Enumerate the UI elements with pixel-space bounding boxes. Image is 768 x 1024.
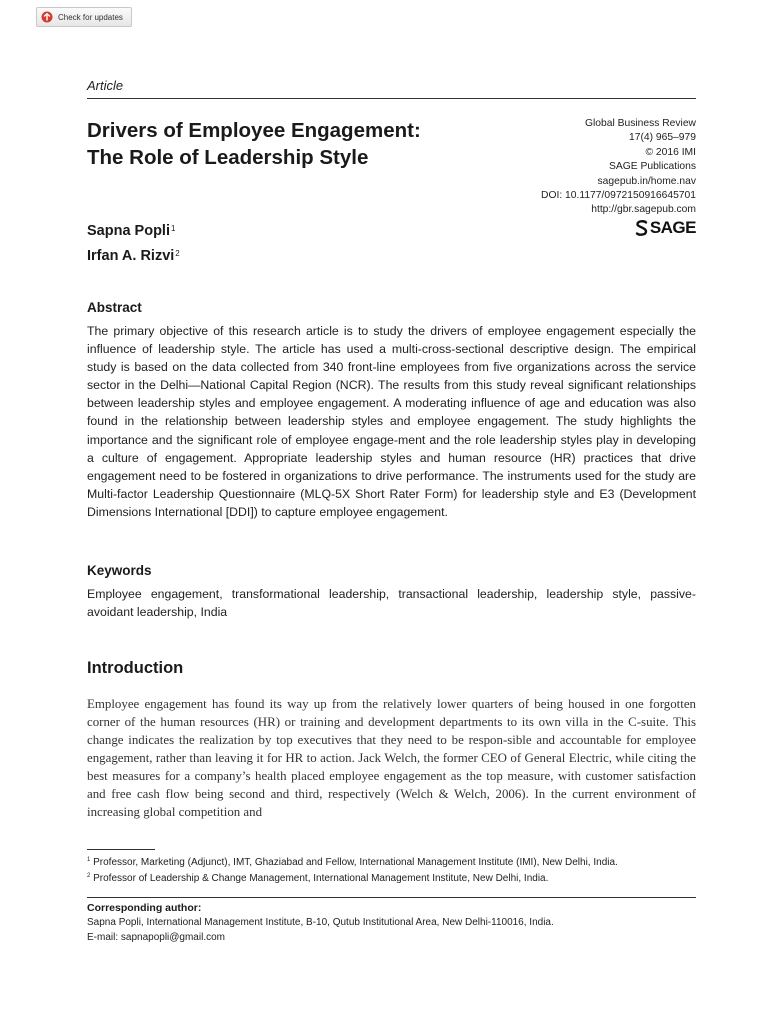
footnote-1-mark: 1 bbox=[87, 857, 91, 863]
doi-link[interactable]: DOI: 10.1177/0972150916645701 bbox=[541, 190, 696, 202]
article-type-label: Article bbox=[87, 78, 124, 93]
keywords-text: Employee engagement, transformational leadership, transactional leadership, leadership style, passive-avoidant leadership, India bbox=[87, 587, 696, 619]
abstract-text: The primary objective of this research article is to study the drivers of employee engagement especially the influence of leadership style. The article has used a multi-cross-sectional descriptive design. The empirical study is based on the data collected from 340 front-line employees from five organizations across the service sector in the Delhi—National Capital Region (NCR). The results from this study reveal significant relationships between leadership styles and employee engagement. A moderating influence of age and education was also found in the relationship between leadership styles and employee engagement. The study highlights the importance and the significant role of employee engage-ment and the role leadership styles play in developing a culture of engagement. Appropriate leadership styles and human resource (HR) practices that drive engagement need to be fostered in organizations to drive performance. The instruments used for the study are Multi-factor Leadership Questionnaire (MLQ-5X Short Rater Form) for leadership style and E3 (Development Dimensions International [DDI]) to capture employee engagement. bbox=[87, 324, 696, 519]
header-divider bbox=[87, 98, 696, 99]
footnote-1 bbox=[87, 857, 618, 868]
journal-copyright: © 2016 IMI bbox=[645, 146, 696, 158]
author-2 bbox=[87, 248, 180, 264]
corresponding-author-heading: Corresponding author: bbox=[87, 902, 202, 914]
introduction-heading: Introduction bbox=[87, 659, 184, 677]
corresponding-email[interactable]: E-mail: sapnapopli@gmail.com bbox=[87, 932, 225, 943]
journal-volume: 17(4) 965–979 bbox=[629, 132, 696, 144]
author-1-name: Sapna Popli bbox=[87, 223, 170, 239]
sage-logo-text: SAGE bbox=[649, 218, 696, 237]
sage-logo bbox=[634, 218, 696, 238]
abstract-heading: Abstract bbox=[87, 300, 142, 315]
footnote-1-text: Professor, Marketing (Adjunct), IMT, Ghaziabad and Fellow, International Management Institute (IMI), New Delhi, India. bbox=[93, 857, 618, 868]
article-title bbox=[87, 117, 507, 171]
check-for-updates-label: Check for updates bbox=[58, 12, 123, 22]
title-line-1: Drivers of Employee Engagement: bbox=[87, 119, 421, 142]
introduction-text: Employee engagement has found its way up from the relatively lower quarters of being housed in one forgotten corner of the human resources (HR) or training and development departments to its own villa in the C-suite. This change indicates the realization by top executives that they need to be respon-sible and accountable for employee engagement, rather than leaving it for HR to action. Jack Welch, the former CEO of General Electric, while citing the best measures for a company’s health placed employee engagement as the top measure, with customer satisfaction and free cash flow being second and third, respectively (Welch & Welch, 2006). In the current environment of increasing global competition and bbox=[87, 697, 696, 819]
journal-name: Global Business Review bbox=[584, 118, 696, 129]
journal-url-link[interactable]: http://gbr.sagepub.com bbox=[591, 204, 696, 216]
sage-s-icon bbox=[634, 219, 649, 237]
check-for-updates-icon bbox=[41, 11, 53, 23]
check-for-updates-button[interactable] bbox=[36, 7, 132, 27]
corresponding-divider bbox=[87, 897, 696, 898]
author-2-affiliation-mark: 2 bbox=[175, 249, 180, 258]
footnote-2 bbox=[87, 873, 548, 884]
author-1-affiliation-mark: 1 bbox=[171, 224, 176, 233]
footnote-divider bbox=[87, 849, 155, 850]
author-2-name: Irfan A. Rizvi bbox=[87, 248, 175, 264]
title-line-2: The Role of Leadership Style bbox=[87, 146, 369, 169]
journal-meta bbox=[541, 117, 696, 218]
journal-publisher: SAGE Publications bbox=[609, 161, 696, 173]
footnote-2-text: Professor of Leadership & Change Management, International Management Institute, New Delhi, India. bbox=[93, 873, 549, 884]
author-1 bbox=[87, 223, 175, 239]
corresponding-address: Sapna Popli, International Management Institute, B-10, Qutub Institutional Area, New Delhi-110016, India. bbox=[87, 917, 554, 928]
footnote-2-mark: 2 bbox=[87, 873, 91, 879]
publisher-home-link[interactable]: sagepub.in/home.nav bbox=[597, 175, 696, 187]
keywords-heading: Keywords bbox=[87, 563, 152, 578]
